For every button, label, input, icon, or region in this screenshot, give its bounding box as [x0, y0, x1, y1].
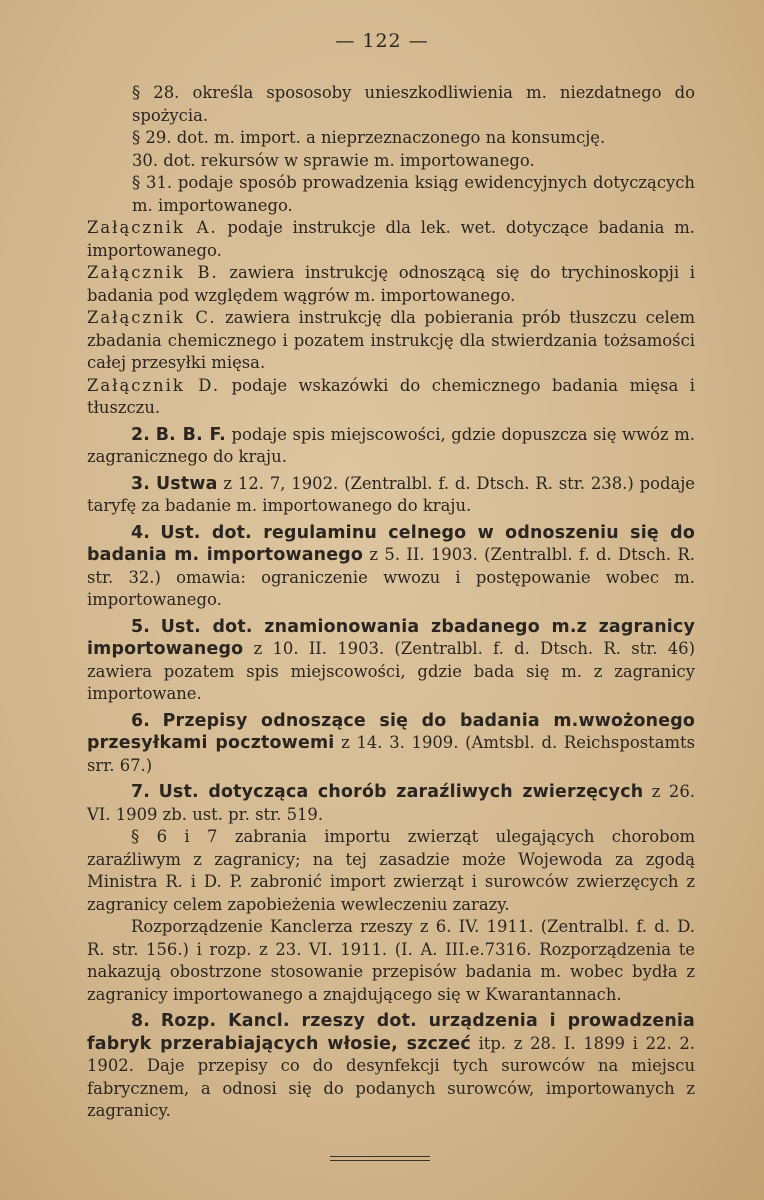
end-rule — [330, 1156, 430, 1161]
page-text — [87, 82, 695, 1123]
numbered-item: 5. Ust. dot. znamionowania zbadanego m.z zagranicy importowanego z 10. II. 1903. (Zentralbl. f. d. Dtsch. R. str. 46) zawiera pozatem spis miejscowości, gdzie bada się m. z zagranicy importowane. — [87, 616, 695, 703]
numbered-item: 7. Ust. dotycząca chorób zaraźliwych zwierzęcych z 26. VI. 1909 zb. ust. pr. str. 519. — [87, 782, 695, 824]
section-paragraph: § 28. określa spososoby unieszkodliwienia m. niezdatnego do spożycia. — [132, 83, 695, 125]
section-paragraph: § 29. dot. m. import. a nieprzeznaczonego na konsumcję. — [132, 128, 606, 147]
numbered-item: 3. Ustwa z 12. 7, 1902. (Zentralbl. f. d. Dtsch. R. str. 238.) podaje taryfę za badanie m. importowanego do kraju. — [87, 473, 695, 515]
section-paragraph: 30. dot. rekursów w sprawie m. importowanego. — [132, 150, 535, 170]
attachment-paragraph: Załącznik C. zawiera instrukcję dla pobierania prób tłuszczu celem zbadania chemicznego i pozatem instrukcję dla stwierdzania tożsamości całej przesyłki mięsa. — [87, 308, 695, 372]
section-paragraph: § 31. podaje sposób prowadzenia ksiąg ewidencyjnych dotyczących m. importowanego. — [132, 173, 695, 215]
item7-paragraph: § 6 i 7 zabrania importu zwierząt ulegających chorobom zaraźliwym z zagranicy; na tej zasadzie może Wojewoda za zgodą Ministra R. i D. P. zabronić import zwierząt i surowców zwierzęcych z zagranicy celem zapobieżenia wewleczeniu zarazy. — [87, 827, 695, 914]
attachment-paragraph: Załącznik D. podaje wskazówki do chemicznego badania mięsa i tłuszczu. — [87, 375, 695, 417]
page-number: — 122 — — [335, 30, 429, 52]
attachment-paragraph: Załącznik B. zawiera instrukcję odnoszącą się do trychinoskopji i badania pod względem wągrów m. importowanego. — [87, 263, 695, 305]
numbered-item: 8. Rozp. Kancl. rzeszy dot. urządzenia i prowadzenia fabryk przerabiających włosie, szczeć itp. z 28. I. 1899 i 22. 2. 1902. Daje przepisy co do desynfekcji tych surowców na miejscu fabrycznem, a odnosi się do podanych surowców, importowanych z zagranicy. — [87, 1011, 695, 1120]
attachment-paragraph: Załącznik A. podaje instrukcje dla lek. wet. dotyczące badania m. importowanego. — [87, 218, 695, 260]
item7-paragraph: Rozporządzenie Kanclerza rzeszy z 6. IV. 1911. (Zentralbl. f. d. D. R. str. 156.) i rozp. z 23. VI. 1911. (I. A. III.e.7316. Rozporządzenia te nakazują obostrzone stosowanie przepisów badania m. wobec bydła z zagranicy importowanego a znajdującego się w Kwarantannach. — [87, 917, 695, 1004]
numbered-item: 6. Przepisy odnoszące się do badania m.wwożonego przesyłkami pocztowemi z 14. 3. 1909. (Amtsbl. d. Reichspostamts srr. 67.) — [87, 710, 696, 775]
numbered-item: 2. B. B. F. podaje spis miejscowości, gdzie dopuszcza się wwóz m. zagranicznego do kraju. — [87, 424, 695, 466]
numbered-item: 4. Ust. dot. regulaminu celnego w odnoszeniu się do badania m. importowanego z 5. II. 1903. (Zentralbl. f. d. Dtsch. R. str. 32.) omawia: ograniczenie wwozu i postępowanie wobec m. importowanego. — [87, 522, 695, 609]
